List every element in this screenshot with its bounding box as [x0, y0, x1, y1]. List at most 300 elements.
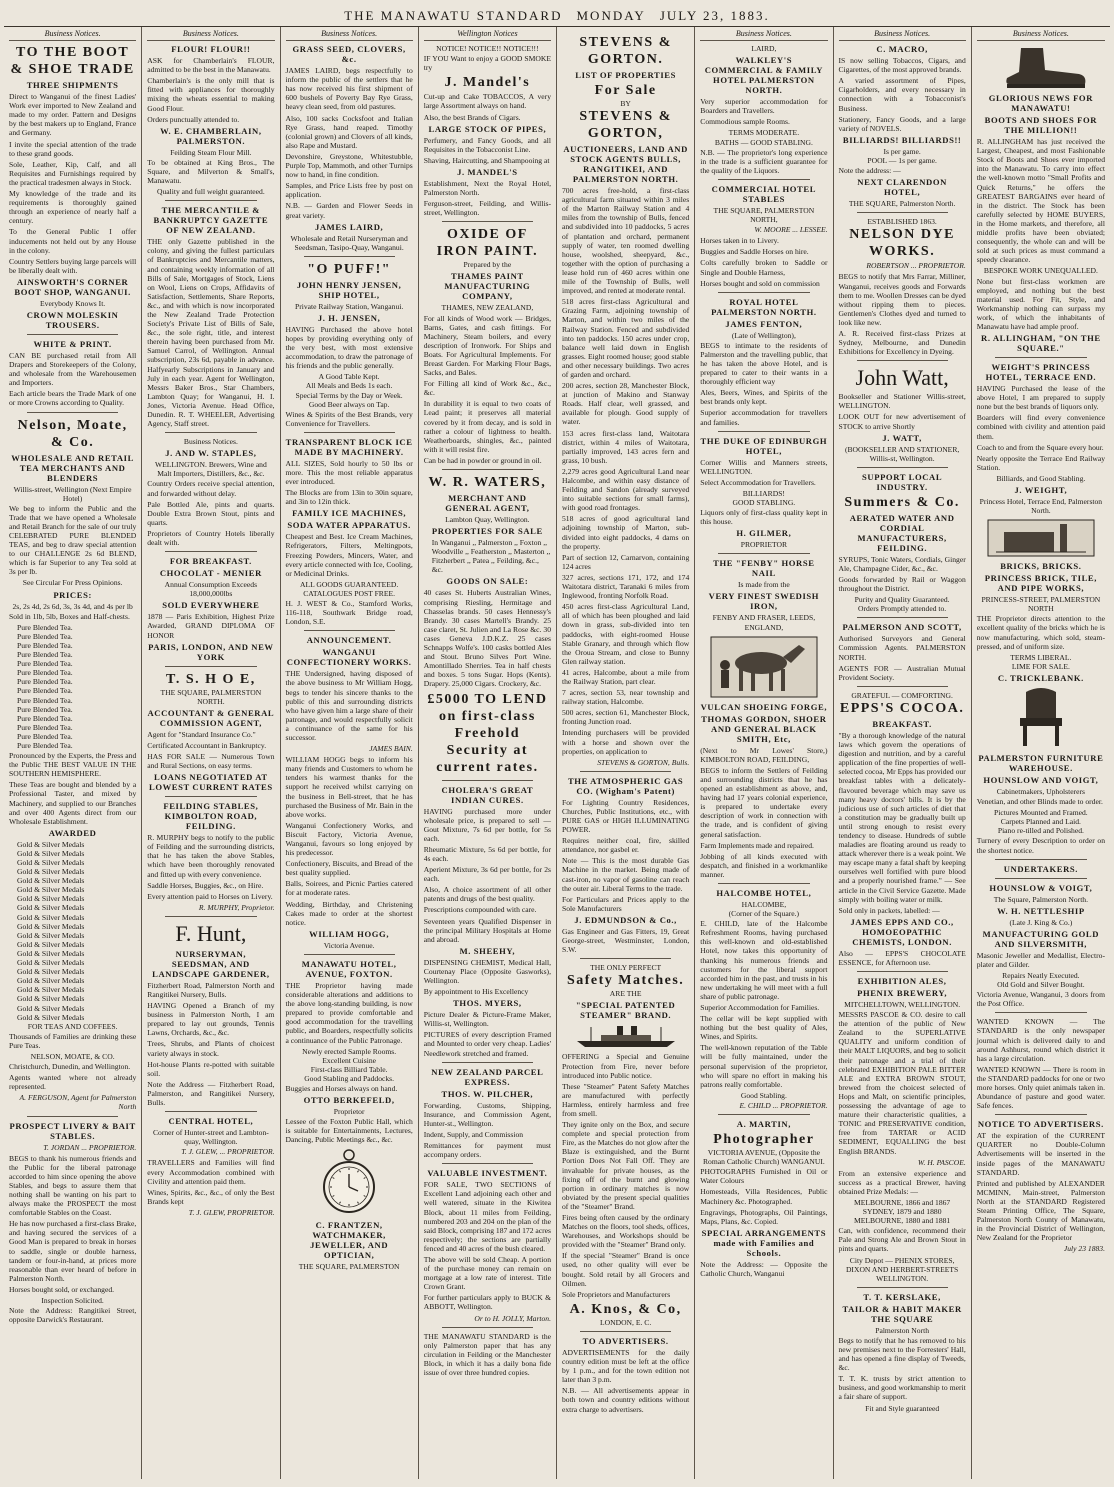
ad-centered-line: Willis-street, Wellington (Next Empire Hotel) — [13, 484, 132, 503]
ad-body-text: Direct to Wanganui of the finest Ladies' Work ever imported to New Zealand and made to my order. Pattern and Designs by the best makers up to England, France and Germany. — [9, 92, 137, 138]
ad-body-text: Remittances for payment must accompany orders. — [423, 1141, 551, 1160]
ad-body-text: These "Steamer" Patent Safety Matches are manufactured with perfectly Harmless, entirely harmless and free from smell. — [562, 1081, 690, 1118]
ad-body-text: For Particulars and Prices apply to the Sole Manufacturers — [562, 894, 690, 913]
ad-body-text: HAVING Purchased the above hotel hopes by providing everything only of the very best, with most extensive accommodation, to draw the patronage of his friends and the public generally. — [285, 324, 413, 371]
ad-body-text: Jobbing of all kinds executed with despatch, and finished in a workmanlike manner. — [700, 851, 828, 879]
ad-heading: JAMES EPPS AND CO., HOMOEOPATHIC CHEMISTS, LONDON. — [850, 916, 954, 947]
ad-body-text: N.B. — The proprietor's long experience in the trade is a sufficient guarantee for the quality of the Liquors. — [700, 147, 828, 175]
ad-body-text: Picture Dealer & Picture-Frame Maker, Willis-st, Wellington. — [423, 1010, 551, 1029]
ad-body-text: N.B. — All advertisements appear in both town and country editions without extra charge to advertisers. — [562, 1386, 690, 1414]
ad-body-text: Cheapest and Best. Ice Cream Machines, Refrigerators, Filters, Meltingpots, Freezing Powders, Mincers, Water, and every article connected with Ice, Cooling, or Medicinal Drinks. — [285, 532, 413, 578]
ad-heading: THOS. W. PILCHER, — [441, 1088, 534, 1099]
column-divider — [27, 334, 118, 335]
ad-centered-line: PROPRIETOR — [740, 540, 788, 550]
column-divider — [718, 553, 809, 554]
ad-body-text: BEGS to intimate to the residents of Palmerston and the travelling public, that he has taken the above Hotel, and is prepared to cater to their wants in a thoroughly efficient way — [700, 340, 828, 387]
ad-body-text: Requires neither coal, fire, skilled attendance, nor gasbel er. — [562, 836, 690, 855]
ad-heading: WHITE & PRINT. — [33, 338, 112, 349]
column-divider — [165, 1111, 256, 1112]
ad-body-text: Victoria Avenue, Wanganui, 3 doors from the Post Office. — [976, 990, 1105, 1009]
ad-heading: R. ALLINGHAM, "ON THE SQUARE." — [981, 333, 1101, 354]
ad-body-text: Gas Engineer and Gas Fitters, 19, Great George-street, Westminster, London, S.W. — [562, 926, 690, 955]
list-item: Gold & Silver Medals — [17, 1003, 85, 1013]
ad-body-text: R. MURPHY begs to notify to the public of Feilding and the surrounding districts, that he has taken the above Stables, which have been thoroughly renovated and fitted up with every convenience. — [147, 833, 275, 879]
ad-signature: A. FERGUSON, Agent for Palmerston North — [19, 1093, 137, 1112]
ad-headline: Safety Matches. — [566, 973, 685, 989]
ad-centered-line: GOOD STABLING. — [732, 498, 796, 507]
ad-headline: EPPS'S COCOA. — [839, 700, 965, 716]
ad-signature: W. H. PASCOE. — [917, 1157, 966, 1167]
steamer-ship-icon — [571, 1023, 681, 1049]
ad-centered-line: See Circular For Press Opinions. — [22, 578, 123, 588]
ad-centered-line: LIME FOR SALE. — [1011, 661, 1070, 671]
ad-headline: J. Mandel's — [444, 75, 531, 91]
column-header: Business Notices. — [700, 29, 827, 41]
chair-icon — [1006, 686, 1076, 750]
column-divider — [995, 878, 1087, 879]
column-header: Wellington Notices — [424, 29, 551, 41]
ad-heading: JAMES LAIRD, — [314, 221, 384, 232]
ad-centered-line: Corner of Hunter-street and Lambton-quay, Wellington. — [152, 1128, 269, 1147]
ad-centered-line: Lambton Quay, Wellington. — [445, 515, 530, 524]
ad-centered-line: THAMES, NEW ZEALAND, — [441, 303, 534, 313]
masthead-day: MONDAY — [576, 8, 646, 23]
ad-body-text: They ignite only on the Box, and secure complete and special protection from Fire, as the Matches do not glow after the Blaze is extinguished, and the Burnt Portion Does Not Fall Off. They are invaluable for private houses, as the fixing off of the burnt and glowing portion in ordinary matches is now obviated by the present special qualities of the "Steamer" Brand. — [562, 1120, 690, 1211]
ad-heading: FAMILY ICE MACHINES, — [292, 508, 407, 519]
ad-body-text: Also, A choice assortment of all other patents and drugs of the best quality. — [423, 885, 551, 904]
ad-body-text: Corner Willis and Manners streets, WELLINGTON. — [700, 457, 828, 476]
ad-body-text: 518 acres first-class Agricultural and Grazing Farm, adjoining township of Marton, and within two miles of the Railway Station. Fenced and subdivided into ten paddocks. 150 acres under crop, balance well laid down in English grasses. Eight roomed house; good stable and other necessary buildings. Two acres of garden and orchard. — [562, 297, 690, 379]
news-column-1 — [4, 27, 142, 1479]
ad-body-text: CAN BE purchased retail from All Drapers and Storekeepers of the Colony, and wholesale from the Warehousemen and Importers. — [9, 350, 137, 388]
column-divider — [580, 958, 671, 959]
ad-heading: PRICES: — [53, 589, 92, 600]
ad-body-text: BEGS to notify that Mrs Farrar, Milliner, Wanganui, receives goods and Forwards them to me. Woollen Dresses can be dyed without ripping them to pieces. Gentlemen's Clothes dyed and turned to look like new. — [838, 272, 966, 327]
ad-body-text: (Next to Mr Lowes' Store,) KIMBOLTON ROAD, FEILDING, — [700, 745, 828, 764]
ad-body-text: Rheumatic Mixture, 5s 6d per bottle, for 4s each. — [423, 844, 551, 863]
ad-heading: C. FRANTZEN, WATCHMAKER, JEWELLER, AND OPTICIAN, — [310, 1220, 389, 1261]
ad-body-text: Sold only in packets, labelled: — — [838, 905, 940, 915]
column-divider — [165, 666, 256, 667]
ad-body-text: The above will be sold Cheap. A portion of the purchase money can remain on mortgage at a low rate of interest. Title Crown Grant. — [423, 1254, 551, 1292]
ad-heading: BILLIARDS! BILLIARDS!! — [842, 134, 962, 145]
ad-centered-line: Private Railway Station, Wanganui. — [294, 301, 404, 311]
list-item: Gold & Silver Medals — [17, 867, 85, 877]
ad-body-text: Perfumery, and Fancy Goods, and all Requisites in the Tobacconist Line. — [423, 135, 551, 154]
ad-heading: C. TRICKLEBANK. — [997, 672, 1084, 683]
list-item: Pure Blended Tea. — [17, 713, 73, 723]
ad-body-text: AT the expiration of the CURRENT QUARTER no Double-Column Advertisements will be inserted in the inside pages of the MANAWATU STANDARD. — [976, 1131, 1105, 1177]
ad-body-text: For Lighting Country Residences, Churches, Public Institutions, etc., with PURE GAS or HIGH ILLUMINATING POWER. — [562, 797, 690, 835]
ad-heading: VALUABLE INVESTMENT. — [427, 1168, 548, 1179]
ad-body-text: H. J. WEST & Co., Stamford Works, 116-118, Southwark Bridge road, London, S.E. — [285, 599, 413, 627]
ad-body-text: Proprietors of Country Hotels liberally dealt with. — [147, 528, 275, 548]
ad-centered-line: Repairs Neatly Executed. — [1002, 970, 1080, 980]
ad-centered-line: Special Terms by the Day or Week. — [295, 390, 403, 400]
ad-heading: PARIS, LONDON, AND NEW YORK — [148, 641, 274, 662]
column-divider — [27, 412, 118, 413]
list-item: Pure Blended Tea. — [17, 695, 73, 705]
column-header: Business Notices. — [9, 29, 136, 41]
list-item: In Wanganui ,, Palmerston ,, Foxton ,, Woodville ,, Featherston ,, Masterton ,, Fitzherbert ,, Patea ,, Feilding, &c., &c. — [431, 538, 551, 575]
ad-heading: CENTRAL HOTEL, — [168, 1116, 254, 1127]
ad-heading: C. MACRO, — [876, 44, 928, 55]
ad-heading: CROWN MOLESKIN TROUSERS. — [26, 309, 119, 330]
ad-body-text: LOOK OUT for new advertisement of STOCK to arrive Shortly — [838, 412, 966, 431]
ad-heading: PHENIX BREWERY, — [857, 988, 948, 998]
ad-signature: July 23 1883. — [1063, 1244, 1105, 1254]
ad-heading: COMMERCIAL HOTEL STABLES — [711, 183, 817, 204]
ad-heading: VERY FINEST SWEDISH IRON, — [708, 591, 820, 612]
ad-centered-line: Old Gold and Silver Bought. — [997, 980, 1085, 990]
ad-heading: AWARDED — [48, 827, 97, 838]
ad-heading: THE "FENBY" HORSE NAIL — [713, 558, 815, 579]
ad-centered-line: Good Stabling. — [740, 1090, 787, 1100]
ad-headline: Nelson, Moate, & Co. — [17, 417, 128, 450]
ad-body-text: Wanganui Confectionery Works, and Biscuit Factory, Victoria Avenue, Wanganui, favours so long enjoyed by his predecessor. — [285, 820, 413, 858]
ad-centered-line: Cabinetmakers, Upholsterers — [996, 786, 1085, 796]
ad-heading: BREAKFAST. — [872, 718, 932, 729]
ad-heading: UNDERTAKERS. — [1003, 863, 1079, 874]
ad-heading: NEW ZEALAND PARCEL EXPRESS. — [431, 1066, 544, 1087]
ad-body-text: OFFERING a Special and Genuine Protection from Fire, never before introduced into Public notice. — [562, 1052, 690, 1080]
ad-body-text: HAS FOR SALE — Numerous Town and Rural Sections, on easy terms. — [147, 751, 275, 771]
ad-body-text: Country Orders receive special attention, and forwarded without delay. — [147, 479, 275, 498]
ad-centered-line: Good Beer always on Tap. — [308, 399, 390, 409]
ad-centered-line: THE ONLY PERFECT — [590, 963, 662, 973]
column-divider — [165, 551, 256, 552]
ad-heading: J. AND W. STAPLES, — [165, 448, 257, 459]
list-item: Pure Blended Tea. — [17, 686, 73, 696]
ad-signature: ROBERTSON ... PROPRIETOR. — [866, 261, 966, 271]
masthead-date: JULY 23, 1883. — [659, 8, 770, 23]
ad-heading: NOTICE TO ADVERTISERS. — [977, 1119, 1104, 1130]
ad-heading: EXHIBITION ALES, — [857, 976, 947, 986]
ad-body-text: WILLIAM HOGG begs to inform his many friends and Customers to whom he tenders his warmest thanks for the support he received whilst carrying on the business in Bell-street, that he has purchased the Business of Mr. Bain in the above works. — [285, 755, 413, 819]
ad-body-text: Country Settlers buying large parcels will be liberally dealt with. — [9, 256, 137, 275]
ad-body-text: 2,279 acres good Agricultural Land near Halcombe, and within easy distance of Feilding and Sandon (already surveyed into suitable sections for small farms), with good road frontages. — [562, 466, 690, 513]
ad-heading: J. MANDEL'S — [457, 166, 518, 177]
ad-centered-line: LONDON, E. C. — [599, 1317, 652, 1327]
ad-heading: WHOLESALE AND RETAIL TEA MERCHANTS AND BLENDERS — [11, 452, 134, 483]
ad-body-text: Thousands of Families are drinking these Pure Teas. — [9, 1031, 137, 1050]
ad-body-text: Saddle Horses, Buggies, &c., on Hire. — [147, 880, 264, 890]
ad-body-text: ASK for Chamberlain's FLOUR, admitted to be the best in the Manawatu. — [147, 56, 275, 75]
ad-body-text: Boarders will find every convenience combined with civility and attention paid them. — [976, 413, 1105, 441]
ad-body-text: Lessee of the Foxton Public Hall, which is suitable for Entertainments, Lectures, Dancing, Public Meetings &c., &c. — [285, 1117, 413, 1145]
ad-body-text: For Filling all kind of Work &c., &c., &c. — [423, 379, 551, 398]
ad-headline: OXIDE OF IRON PAINT. — [436, 227, 539, 260]
ad-body-text: Agent for "Standard Insurance Co." — [147, 729, 256, 739]
ad-body-text: Every attention paid to Horses on Livery. — [147, 891, 273, 901]
ad-body-text: Engravings, Photographs, Oil Paintings, Maps, Plans, &c. Copied. — [700, 1207, 828, 1226]
ad-body-text: Wines & Spirits of the Best Brands, very Convenience for Travellers. — [285, 409, 413, 428]
ad-body-text: 327 acres, sections 171, 172, and 174 Waitotara district, Taranaki 6 miles from Inglewood, fronting Norfolk Road. — [562, 572, 690, 601]
ad-body-text: These Teas are bought and blended by a Professional Taster, and mixed by Machinery, and supplied to our Branches and over 400 Agents direct from our Wholesale Establishment. — [9, 780, 137, 826]
ad-body-text: 153 acres first-class land, Waitotara district, within 4 miles of Waitotara, partially improved, 143 acres fern and grass, 10 bush. — [562, 428, 690, 465]
ad-body-text: A varied assortment of Pipes, Cigarholders, and every necessary in connection with a Tobacconist's Business. — [838, 76, 966, 113]
ad-body-text: Masonic Jeweller and Medallist, Electro-plater and Gilder. — [976, 950, 1105, 969]
ad-heading: THE MERCANTILE & BANKRUPTCY GAZETTE OF NEW ZEALAND. — [153, 205, 269, 236]
ad-centered-line: BY — [620, 99, 631, 108]
ad-headline: £5000 TO LEND on first-class Freehold Security at current rates. — [427, 691, 548, 775]
ad-body-text: I invite the special attention of the trade to these grand goods. — [9, 139, 137, 158]
ad-body-text: HAVING Purchased the lease of the above Hotel, I am prepared to supply none but the best brands of liquors only. — [976, 384, 1105, 412]
ad-body-text: Very superior accommodation for Boarders and Travellers. — [700, 97, 828, 116]
ad-body-text: Commodious sample Rooms. — [700, 117, 790, 127]
column-divider — [857, 686, 948, 687]
ad-heading: NURSERYMAN, SEEDSMAN, AND LANDSCAPE GARDENER, — [152, 948, 270, 979]
ad-body-text: Each article bears the Trade Mark of one or more Crowns according to Quality. — [9, 389, 137, 408]
ad-centered-line: Proprietor — [333, 1107, 365, 1117]
ad-body-text: ADVERTISEMENTS for the daily country edition must be left at the office by 1 p.m., and for the town edition not later than 3 p.m. — [562, 1347, 690, 1385]
ad-heading: J. H. JENSEN, — [317, 312, 381, 323]
column-divider — [857, 1287, 948, 1288]
ad-centered-line: ALL GOODS GUARANTEED. — [300, 579, 399, 589]
ad-headline: TO THE BOOT & SHOE TRADE — [10, 45, 135, 78]
column-divider — [718, 179, 809, 180]
ad-heading: TAILOR & HABIT MAKER THE SQUARE — [842, 1303, 962, 1324]
ad-body-text: TRAVELLERS and Families will find every Accommodation combined with Civility and attention paid them. — [147, 1158, 275, 1186]
column-divider — [165, 796, 256, 797]
ad-centered-line: Billiards, and Good Stabling. — [996, 473, 1086, 483]
list-item: Pure Blended Tea. — [17, 622, 73, 632]
ad-centered-line: Annual Consumption Exceeds 18,000,000lbs — [164, 580, 258, 599]
ad-heading: J. EDMUNDSON & Co., — [574, 914, 677, 925]
ad-body-text: For all kinds of Wood work — Bridges, Barns, Gates, and cash fittings. For Machinery, Steam boilers, and every description of Ironwork. For Ships and Boats. For Agricultural Implements. For Breast Garden. For Marking Flour Bags, Sacks, and Bales. — [423, 313, 551, 378]
ad-body-text: Wines, Spirits, &c., &c., of only the Best Brands kept — [147, 1187, 275, 1206]
list-item: Gold & Silver Medals — [17, 839, 85, 849]
ad-body-text: Establishment, Next the Royal Hotel, Palmerston North. — [423, 178, 551, 198]
ad-body-text: Certificated Accountant in Bankruptcy. — [147, 740, 267, 750]
ad-body-text: Farm Implements made and repaired. — [700, 840, 814, 850]
ad-heading: LARGE STOCK OF PIPES, — [428, 123, 547, 134]
ad-body-text: Turnery of every Description to order on the shortest notice. — [976, 836, 1105, 855]
ad-heading: PRINCESS BRICK, TILE, AND PIPE WORKS, — [984, 573, 1097, 594]
ad-centered-line: All Meals and Beds 1s each. — [305, 381, 393, 391]
boot-icon — [991, 44, 1091, 90]
ad-display-name: F. Hunt, — [175, 920, 247, 946]
ad-centered-line: ESTABLISHED 1863. — [867, 217, 937, 227]
ad-body-text: 450 acres first-class Agricultural Land, all of which has been ploughed and laid down in grass, sub-divided into ten paddocks, with eight-roomed House Stable Granary, and through which flow the Oroua Stream, and close to Bunny Glen railway station. — [562, 602, 690, 666]
ad-centered-line: WELLINGTON. Brewers, Wine and Malt Importers, Distillers, &c., &c. — [154, 460, 267, 479]
ad-body-text: Goods forwarded by Rail or Waggon throughout the District. — [838, 575, 966, 594]
ad-body-text: Ales, Beers, Wines, and Spirits of the best brands only kept. — [700, 388, 828, 407]
ad-heading: PROSPECT LIVERY & BAIT STABLES. — [9, 1120, 136, 1141]
ad-body-text: THE only Gazette published in the colony, and giving the fullest particulars of Bankruptcies and Mercantile matters, and containing weekly information of all Bills of Sale, Mortgages of Stock, Liens on Wool, Liens on Crops, Affidavits of Satisfaction, Settlements, Share Reports, &c., and with which is now incorporated the New Zealand Trade Protection Society's Private List of Bills of Sale, &c., the sole right, title, and interest therein having been purchased from Mr. Samuel Carrol, of Wellington. Annual subscription, 23s 6d, payable in advance. Halfyearly Subscriptions in January and July in each year. Agent for Wellington, Messrs Baker Bros., Star Chambers, Lambton Quay; for Wanganui, H. I. Jones, Victoria Avenue. Head Office, Dunedin. R. T. WHEELER, Advertising Agency, Staff street. — [147, 237, 275, 429]
list-item: Pure Blended Tea. — [17, 704, 73, 714]
ad-heading: JAMES FENTON, — [725, 318, 803, 329]
ad-body-text: Sole Proprietors and Manufacturers — [562, 1289, 671, 1299]
column-divider — [857, 467, 948, 468]
ad-display-name: John Watt, — [855, 365, 949, 391]
ad-heading: HOUNSLOW AND VOIGT, — [983, 774, 1099, 785]
column-divider — [304, 432, 395, 433]
ad-centered-line: Everybody Knows It. — [40, 298, 106, 308]
ad-body-text: HAVING Opened a Branch of my business in Palmerston North, I am prepared to lay out grounds, Tennis Lawns, Orchards, &c., &c. — [147, 1001, 275, 1038]
column-divider — [442, 1163, 533, 1164]
ad-body-text: 200 acres, section 28, Manchester Block, at junction of Makino and Stanway Roads. Half clear, well grassed, and available for plough. Good supply of water. — [562, 381, 690, 427]
ad-centered-line: THE SQUARE, PALMERSTON NORTH. — [160, 687, 262, 706]
list-item: Gold & Silver Medals — [17, 848, 85, 858]
ad-body-text: Superior accommodation for travellers and families. — [700, 408, 828, 427]
ad-body-text: Samples, and Price Lists free by post on application. — [285, 181, 413, 200]
ad-body-text: ALL SIZES, Sold hourly to 50 lbs or more. This the most reliable apparatus ever introduced. — [285, 458, 413, 487]
ad-centered-line: Piano re-tilled and Polished. — [997, 826, 1084, 836]
masthead-title: THE MANAWATU STANDARD — [344, 8, 563, 23]
ad-body-text: DISPENSING CHEMIST, Medical Hall, Courtenay Place (Opposite Gasworks), Wellington. — [423, 957, 551, 985]
ad-body-text: Can be had in powder or ground in oil. — [423, 455, 542, 465]
ad-heading: OTTO BERKEFELD, — [303, 1095, 395, 1106]
ad-body-text: 500 acres, section 61, Manchester Block, fronting Junction road. — [562, 708, 690, 727]
ad-centered-line: Victoria Avenue. — [323, 940, 375, 950]
ad-heading: GOODS ON SALE: — [446, 576, 529, 587]
ad-body-text: From an extensive experience and success as a practical Brewer, having obtained Prize Medals: — — [838, 1168, 966, 1196]
ad-heading: SPECIAL ARRANGEMENTS made with Families and Schools. — [701, 1227, 827, 1258]
ad-body-text: 41 acres, Halcombe, about a mile from the Railway Station, part clear. — [562, 667, 690, 686]
column-divider — [27, 1116, 118, 1117]
news-column-6 — [695, 27, 833, 1479]
ad-body-text: Note the Address — Fitzherbert Road, Palmerston, and Rangitikei Nursery, Bulls. — [147, 1079, 275, 1108]
ad-heading: ANNOUNCEMENT. — [306, 635, 392, 646]
ad-signature: T. J. GLEW, PROPRIETOR. — [188, 1207, 275, 1217]
ad-centered-line: (Late of Wellington), — [731, 330, 796, 340]
ad-heading: THREE SHIPMENTS — [26, 80, 119, 91]
ad-centered-line: MELBOURNE, 1866 and 1867 SYDNEY, 1879 and 1880 MELBOURNE, 1880 and 1881 — [854, 1197, 951, 1226]
ad-heading: JOHN HENRY JENSEN, SHIP HOTEL, — [296, 279, 402, 300]
column-divider — [718, 883, 809, 884]
ad-heading: GRASS SEED, CLOVERS, &c. — [292, 44, 406, 65]
ad-centered-line: PRINCESS-STREET, PALMERSTON NORTH — [981, 595, 1101, 614]
ad-body-text: THE Undersigned, having disposed of the above business to Mr William Hogg, begs to tender his sincere thanks to the public of this and surrounding districts who have given him a large share of their patronage, and would respectfully solicit a continuance of the same for his successor. — [285, 669, 413, 742]
ad-heading: HALCOMBE HOTEL, — [716, 887, 812, 898]
list-item: Gold & Silver Medals — [17, 994, 85, 1004]
ad-body-text: JAMES LAIRD, begs respectfully to inform the public of the settlers that he has now received his first shipment of 600 bushels of Poverty Bay Rye Grass, heavy clean seed, from old pastures. — [285, 66, 413, 112]
list-item: Pure Blended Tea. — [17, 659, 73, 669]
ad-body-text: Also, the best Brands of Cigars. — [423, 112, 521, 122]
ad-heading: MANAWATU HOTEL, AVENUE, FOXTON. — [301, 958, 397, 979]
ad-heading: LIST OF PROPERTIES — [575, 70, 676, 80]
ad-signature: Or to H. JOLLY, Marton. — [474, 1313, 551, 1323]
ad-body-text: 40 cases St. Huberts Australian Wines, comprising Riesling, Hermitage and Chasselas brands. 50 cases Hennessy's Brandy. 30 cases Martell's Brandy. 25 case claret, St. Julien and La Rose &c. 30 cases Geneva J.D.K.Z. 25 cases Schnapps Wolfe's. 100 casks bottled Ales and Stout. Bruno Silves Port Wine. Amontillado Sherries. Tea in half chests and boxes. 5 tons Sugar. Hops (Kents). Drapery. 25,000 Cigars. Crockery, &c. — [423, 588, 551, 689]
column-divider — [995, 1012, 1087, 1013]
ad-centered-line: LAIRD, — [751, 44, 777, 54]
ad-body-text: Homesteads, Villa Residences, Public Machinery &c. Photographed. — [700, 1187, 828, 1206]
ad-heading: H. GILMER, — [736, 528, 792, 539]
ad-body-text: Prescriptions compounded with care. — [423, 905, 537, 915]
ad-body-text: In durability it is equal to two coats of Lead paint; it preserves all material covered by it from decay, and is sold in rather a colour of lightness to health. Weatherboards, shingles, &c., painted with it will resist fire. — [423, 399, 551, 454]
news-column-2 — [142, 27, 280, 1479]
ad-body-text: Superior Accommodation for Families. — [700, 1003, 820, 1012]
ad-heading: THE DUKE OF EDINBURGH HOTEL, — [700, 435, 828, 456]
column-divider — [442, 221, 533, 222]
column-divider — [165, 200, 256, 201]
list-item: Pure Blended Tea. — [17, 668, 73, 678]
list-item: Pure Blended Tea. — [17, 631, 73, 641]
ad-body-text: IF YOU Want to enjoy a GOOD SMOKE try — [423, 54, 551, 73]
ad-centered-line: Good Stabling and Paddocks. — [304, 1073, 395, 1083]
ad-body-text: Sole, Leather, Kip, Calf, and all Requisites and Furnishings required by the practical tradesmen always in Stock. — [9, 159, 137, 187]
ad-centered-line: Fit and Style guaranteed — [865, 1403, 940, 1413]
ad-body-text: Cut-up and Cake TOBACCOS, A very large Assortment always on hand. — [423, 92, 551, 111]
list-item: Pure Blended Tea. — [17, 677, 73, 687]
ad-body-text: Printed and published by ALEXANDER MCMINN, Main-street, Palmerston North at the STANDARD Registered Steam Printing Office, The Square, Palmerston North County of Manawatu, in the Provincial District of Wellington, New Zealand for the Proprietor — [976, 1178, 1105, 1243]
ad-heading: SOLD EVERYWHERE — [162, 600, 260, 611]
ad-body-text: Can, with confidence, recommend their Pale and Strong Ale and Brown Stout in pints and quarts. — [838, 1226, 966, 1254]
ad-signature: W. MOORE ... LESSEE. — [754, 225, 828, 235]
ad-body-text: To the General Public I offer inducements not held out by any House in the colony. — [9, 227, 137, 255]
repeated-list — [424, 538, 551, 574]
ad-heading: FOR BREAKFAST. — [169, 556, 252, 567]
ad-body-text: Stationery, Fancy Goods, and a large variety of NOVELS. — [838, 114, 966, 133]
column-divider — [857, 212, 948, 213]
masthead — [4, 6, 1110, 27]
ad-heading: TRANSPARENT BLOCK ICE MADE BY MACHINERY. — [285, 436, 413, 457]
ad-centered-line: Orders Promptly attended to. — [858, 604, 947, 614]
ad-body-text: Horses bought and sold on commission — [700, 278, 820, 288]
horse-shoeing-illustration-icon — [709, 635, 819, 699]
ad-body-text: THE MANAWATU STANDARD is the only Palmerston paper that has any circulation in Feilding or the Manchester Block, in which it has a daily bona fide issue of over three hundred copies. — [423, 1331, 551, 1377]
ad-body-text: None but first-class workmen are employed, and nothing but the best material used. For Fit, Style, and Workmanship nothing can surpass my work, of which the inhabitants of Manawatu have had ample proof. — [976, 276, 1105, 331]
ad-centered-line: ARE THE — [609, 989, 642, 999]
ad-body-text: Indent, Supply, and Commission — [423, 1129, 524, 1139]
ad-body-text: Devonshire, Greystone, Whitestubble, Purple Top, Mammoth, and other Turnips now to hand, in fine condition. — [285, 151, 413, 180]
ad-headline: "O PUFF!" — [307, 261, 392, 277]
column-divider — [580, 1331, 671, 1332]
ad-heading: ROYAL HOTEL PALMERSTON NORTH. — [711, 296, 817, 317]
ad-headline: NELSON DYE WORKS. — [849, 227, 955, 260]
ad-body-text: Select Accommodation for Travellers. — [700, 477, 816, 487]
ad-body-text: My knowledge of the trade and its requirements is thoroughly gained through an experience of nearly half a century. — [9, 189, 137, 226]
ad-body-text: Buggies and Saddle Horses on hire. — [700, 247, 809, 257]
news-column-4 — [419, 27, 557, 1479]
list-item: Gold & Silver Medals — [17, 958, 85, 968]
ad-body-text: 700 acres free-hold, a first-class agricultural farm situated within 3 miles of the Marton Railway Station and 4 miles from the township of Bulls, fenced and subdivided into 10 paddocks, 5 acres of plantation and orchard, permanent supply of water, ten roomed dwelling house, woolshed, sheepyard, &c., together with the option of purchasing a lease hold run of 460 acres within one mile of the Township of Bulls, well improved, and rented at moderate rental. — [562, 186, 690, 296]
ad-body-text: Sold in 1lb, 5lb, Boxes and Half-chests. — [9, 611, 130, 621]
ad-centered-line: First-class Billiard Table. — [310, 1064, 388, 1074]
ad-heading: W. H. NETTLESHIP — [997, 905, 1085, 916]
ad-heading: FEILDING STABLES, KIMBOLTON ROAD, FEILDING. — [163, 801, 259, 832]
ad-headline: A. Knos, & Co, — [569, 1301, 682, 1317]
column-header: Business Notices. — [147, 29, 274, 41]
ad-body-text: We beg to inform the Public and the Trade that we have opened a Wholesale and Retail Branch for the sale of our truly CELEBRATED PURE BLENDED TEAS, and beg to draw special attention to our CHALLENGE 2s 6d BLEND, which is far Superior to any Tea sold at 3s per lb. — [9, 503, 137, 577]
ad-body-text: Hot-house Plants re-potted with suitable soil. — [147, 1059, 275, 1078]
ad-signature: STEVENS & GORTON, Bulls. — [597, 757, 690, 767]
ad-body-text: Authorised Surveyors and General Commission Agents. PALMERSTON NORTH. — [838, 634, 966, 662]
ad-heading: CHOCOLAT - MENIER — [159, 568, 262, 579]
ad-body-text: For further particulars apply to BUCK & ABBOTT, Wellington. — [423, 1293, 551, 1312]
ad-centered-line: BATHS — GOOD STABLING. — [714, 137, 813, 147]
ad-body-text: THE Proprietor directs attention to the excellent quality of the bricks which he is now manufacturing, which sold, steam-pressed, and of uniform size. — [976, 614, 1105, 651]
ad-body-text: Fitzherbert Road, Palmerston North and Rangitikei Nursery, Bulls. — [147, 980, 275, 999]
ad-centered-line: Is per game. — [883, 146, 921, 156]
ad-body-text: BEGS to thank his numerous friends and the Public for the liberal patronage accorded to him since opening the above Stables, and begs to assure them that nothing shall be wanting on his part to always make the PROSPECT the most comfortable Stables on the Coast. — [9, 1153, 137, 1218]
ad-heading: J. WEIGHT, — [1014, 485, 1068, 495]
ad-centered-line: Palmerston North — [875, 1325, 930, 1335]
ad-centered-line: Excellent Cuisine — [322, 1055, 377, 1065]
ad-centered-line: Carpets Planned and Laid. — [1000, 817, 1081, 827]
ad-body-text: Confectionery, Biscuits, and Bread of the best quality supplied. — [285, 859, 413, 878]
ad-body-text: Horses taken in to Livery. — [700, 236, 779, 246]
ad-body-text: Forwarding, Customs, Shipping, Insurance, and Commission Agent, Hunter-st., Wellington. — [423, 1100, 551, 1128]
list-item: Pure Blended Tea. — [17, 650, 73, 660]
ad-body-text: HAVING purchased more under wholesale price, is prepared to sell — Gout Mixture, 7s 6d per bottle, for 5s each. — [423, 806, 551, 843]
ad-body-text: THE Proprietor having made considerable alterations and additions to the above long-standing building, is now prepared to provide comfortable and good accommodation for the travelling public, and Boarders, respectfully solicits a continuance of the Public Patronage. — [285, 980, 413, 1045]
ad-centered-line: THE SQUARE, Palmerston North. — [848, 199, 956, 209]
column-divider — [580, 771, 671, 772]
column-header: Business Notices. — [286, 29, 413, 41]
column-divider — [442, 469, 533, 470]
